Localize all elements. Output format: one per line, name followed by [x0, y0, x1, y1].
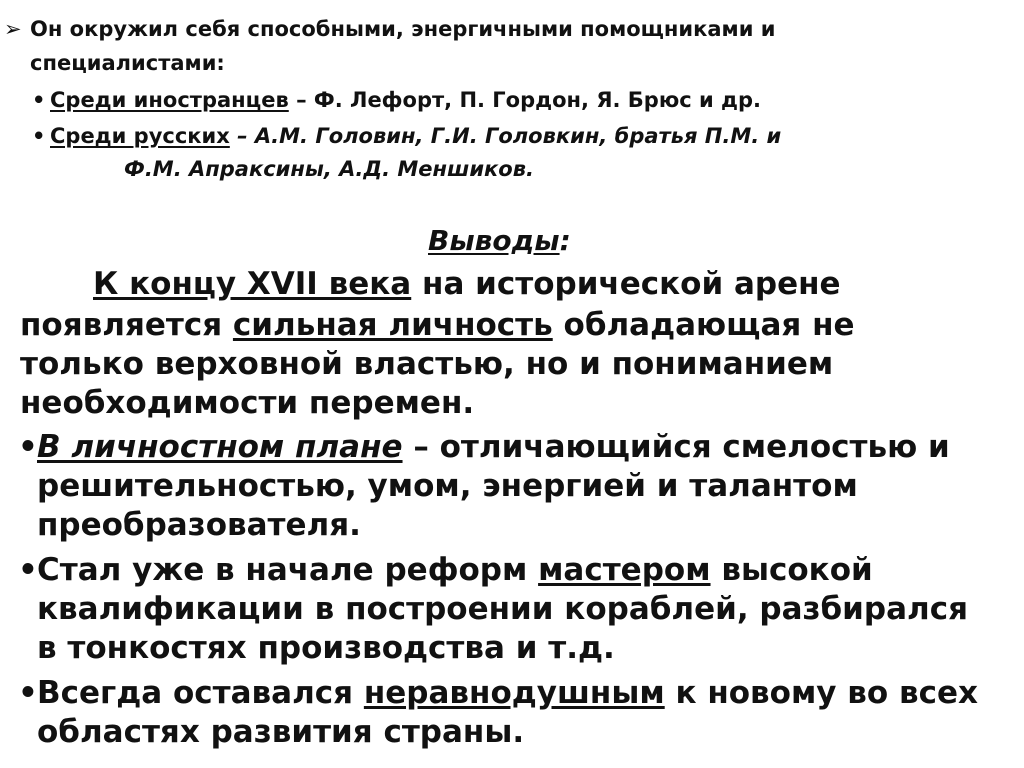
sub-item-foreigners-text: – Ф. Лефорт, П. Гордон, Я. Брюс и др.: [288, 88, 761, 112]
conclusions-heading-text: Выводы: [428, 224, 560, 257]
intro-line-2-rest: обладающая не: [552, 307, 855, 343]
bullet-2-underlined: мастером: [538, 552, 711, 588]
bullet-2-line-2: квалификации в построении кораблей, разбирался: [37, 591, 968, 627]
bullet-2-rest: высокой: [710, 552, 873, 588]
bullet-1-rest: – отличающийся смелостью и: [402, 429, 950, 465]
sub-item-foreigners: [50, 88, 761, 112]
intro-line-3: только верховной властью, но и пониманием: [20, 346, 834, 382]
bullet-2-before: Стал уже в начале реформ: [37, 552, 539, 588]
bullet-3-rest: к новому во всех: [664, 675, 979, 711]
sub-item-russians-label: Среди русских: [50, 124, 230, 148]
bullet-3-line-2: областях развития страны.: [37, 714, 525, 750]
bullet-icon: •: [18, 675, 38, 711]
bullet-icon: •: [18, 552, 38, 588]
intro-line-1: [93, 266, 841, 302]
top-item-line-1: Он окружил себя способными, энергичными помощниками и: [30, 17, 776, 41]
bullet-3-before: Всегда оставался: [37, 675, 364, 711]
intro-line-2-underlined: сильная личность: [232, 307, 553, 343]
intro-rest: на исторической арене: [411, 266, 841, 302]
intro-line-2-before: появляется: [20, 307, 233, 343]
bullet-3-line-1: [37, 675, 978, 711]
bullet-1-line-2: решительностью, умом, энергией и талантом: [37, 468, 858, 504]
intro-line-2: [20, 307, 855, 343]
sub-bullet-icon: •: [32, 124, 46, 148]
sub-item-russians-text: – А.М. Головин, Г.И. Головкин, братья П.М. и: [229, 124, 782, 148]
bullet-icon: •: [18, 429, 38, 465]
sub-item-russians: [50, 124, 781, 148]
bullet-3-underlined: неравнодушным: [363, 675, 665, 711]
intro-underlined: К концу XVII века: [93, 266, 412, 302]
conclusions-heading: [428, 224, 571, 257]
sub-bullet-icon: •: [32, 88, 46, 112]
bullet-2-line-1: [37, 552, 873, 588]
bullet-1-line-3: преобразователя.: [37, 507, 361, 543]
sub-item-foreigners-label: Среди иностранцев: [50, 88, 289, 112]
arrow-bullet-icon: ➢: [4, 17, 22, 41]
intro-line-4: необходимости перемен.: [20, 385, 475, 421]
sub-item-russians-line-2: Ф.М. Апраксины, А.Д. Меншиков.: [124, 157, 534, 181]
conclusions-heading-colon: :: [559, 224, 571, 257]
bullet-2-line-3: в тонкостях производства и т.д.: [37, 630, 615, 666]
bullet-1-line-1: [37, 429, 950, 465]
bullet-1-underlined: В личностном плане: [37, 429, 403, 465]
top-item-line-2: специалистами:: [30, 51, 225, 75]
